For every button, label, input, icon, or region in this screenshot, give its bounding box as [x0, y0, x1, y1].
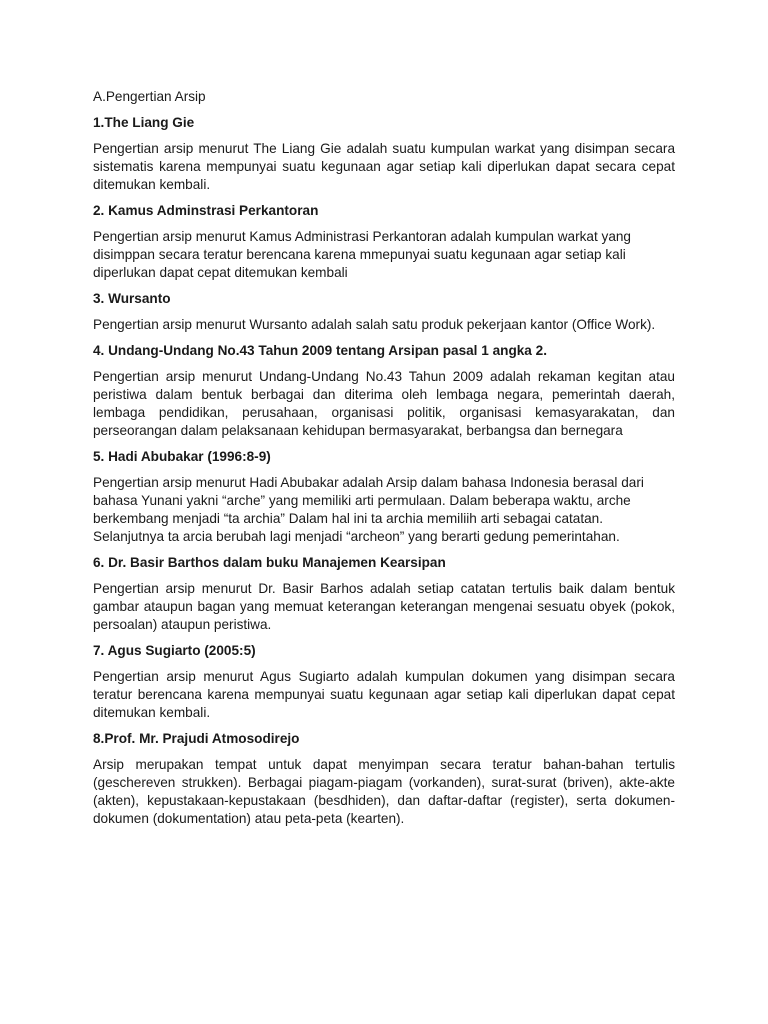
section-body: Pengertian arsip menurut Wursanto adalah salah satu produk pekerjaan kantor (Office Work). — [93, 317, 656, 332]
section-title: 7. Agus Sugiarto (2005:5) — [93, 643, 256, 658]
section-body: Pengertian arsip menurut Undang-Undang No.43 Tahun 2009 adalah rekaman kegitan atau peristiwa dalam bentuk berbagai dan diterima oleh lembaga negara, pemerintah daerah, lembaga pendidikan, perusahaan, organisasi politik, organisasi kemasyarakatan, dan perseorangan dalam pelaksanaan kehidupan bermasyarakat, berbangsa dan bernegara — [93, 369, 675, 438]
section-5 — [93, 448, 675, 546]
section-title: 2. Kamus Adminstrasi Perkantoran — [93, 203, 319, 218]
section-title: 4. Undang-Undang No.43 Tahun 2009 tentang Arsipan pasal 1 angka 2. — [93, 343, 547, 358]
section-body: Pengertian arsip menurut Hadi Abubakar adalah Arsip dalam bahasa Indonesia berasal dari bahasa Yunani yakni “arche” yang memiliki arti permulaan. Dalam beberapa waktu, arche berkembang menjadi “ta archia” Dalam hal ini ta archia memiliih arti sebagai catatan. Selanjutnya ta arcia berubah lagi menjadi “archeon” yang berarti gedung pemerintahan. — [93, 475, 644, 544]
section-3 — [93, 290, 675, 334]
section-body: Arsip merupakan tempat untuk dapat menyimpan secara teratur bahan-bahan tertulis (geschereven strukken). Berbagai piagam-piagam (vorkanden), surat-surat (briven), akte-akte (akten), kepustakaan-kepustakaan (besdhiden), dan daftar-daftar (register), serta dokumen-dokumen (dokumentation) atau peta-peta (kearten). — [93, 757, 675, 826]
section-6 — [93, 554, 675, 634]
section-title: 1.The Liang Gie — [93, 115, 195, 130]
section-body: Pengertian arsip menurut The Liang Gie adalah suatu kumpulan warkat yang disimpan secara sistematis karena mempunyai suatu kegunaan agar setiap kali diperlukan dapat secara cepat ditemukan kembali. — [93, 141, 675, 192]
section-title: 3. Wursanto — [93, 291, 171, 306]
section-4 — [93, 342, 675, 440]
section-1 — [93, 114, 675, 194]
section-title: 8.Prof. Mr. Prajudi Atmosodirejo — [93, 731, 300, 746]
section-body: Pengertian arsip menurut Dr. Basir Barhos adalah setiap catatan tertulis baik dalam bentuk gambar ataupun bagan yang memuat keterangan keterangan mengenai sesuatu obyek (pokok, persoalan) ataupun peristiwa. — [93, 581, 675, 632]
section-body: Pengertian arsip menurut Kamus Administrasi Perkantoran adalah kumpulan warkat yang disimppan secara teratur berencana karena mmepunyai suatu kegunaan agar setiap kali diperlukan dapat cepat ditemukan kembali — [93, 229, 631, 280]
section-7 — [93, 642, 675, 722]
document-page — [93, 88, 675, 836]
main-heading: A.Pengertian Arsip — [93, 89, 206, 104]
section-8 — [93, 730, 675, 828]
section-body: Pengertian arsip menurut Agus Sugiarto adalah kumpulan dokumen yang disimpan secara teratur berencana karena mempunyai suatu kegunaan agar setiap kali diperlukan dapat cepat ditemukan kembali. — [93, 669, 675, 720]
section-title: 5. Hadi Abubakar (1996:8-9) — [93, 449, 271, 464]
section-title: 6. Dr. Basir Barthos dalam buku Manajemen Kearsipan — [93, 555, 446, 570]
section-2 — [93, 202, 675, 282]
